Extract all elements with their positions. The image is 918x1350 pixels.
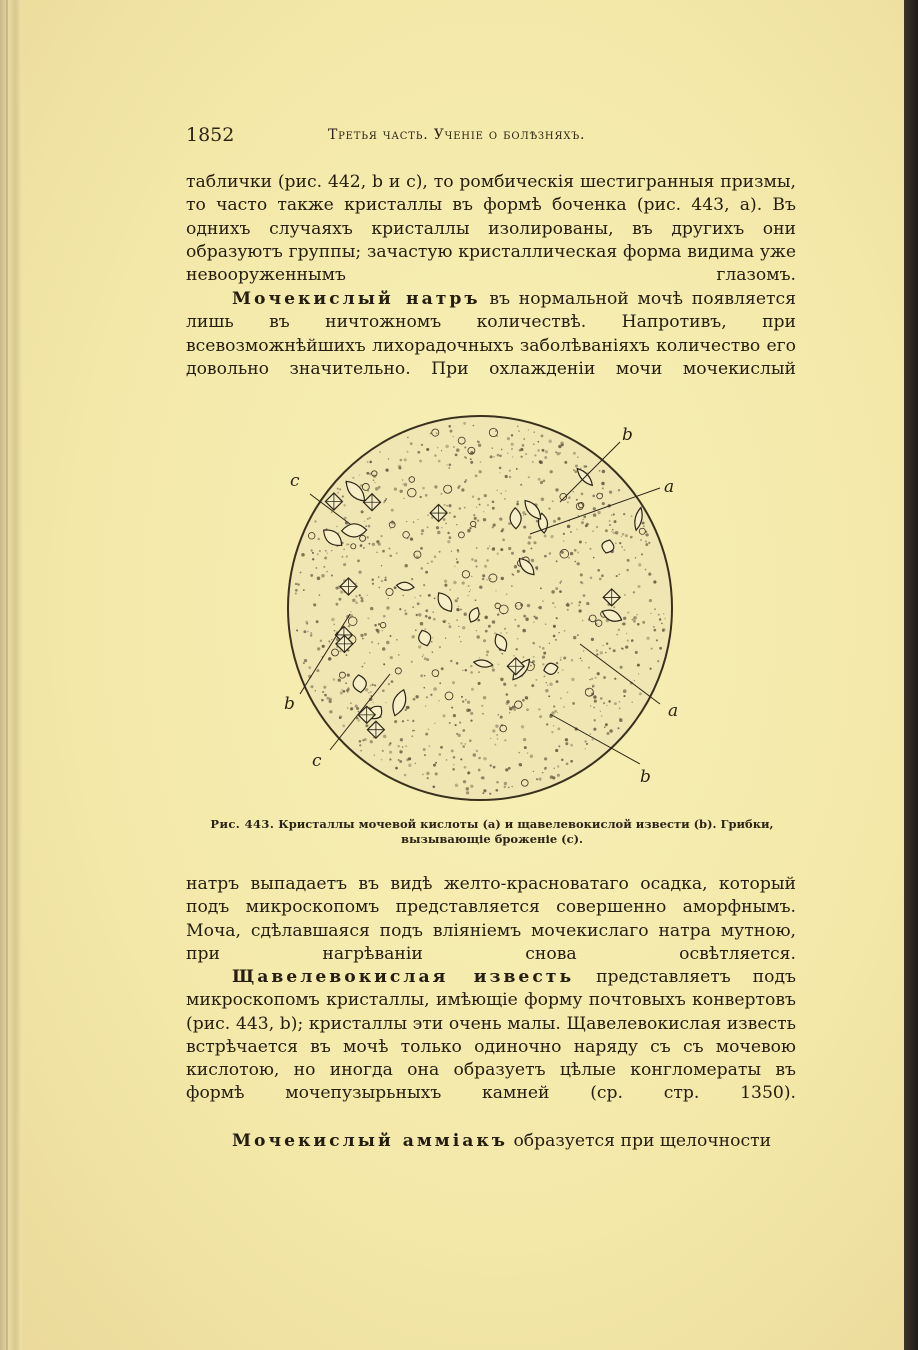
term-sodium-urate: Мочекислый натръ xyxy=(232,289,481,309)
paragraph-5-text: образуется при щелочности xyxy=(507,1131,772,1151)
paragraph-2-text: въ нормальной мочѣ появляется лишь въ ничтожномъ количествѣ. Напротивъ, при всевозможнѣйшихъ лихорадочныхъ заболѣваніяхъ количество его довольно значительно. При охлажденіи мочи мочекислый xyxy=(186,289,796,379)
page-binding xyxy=(0,0,22,1350)
figure-caption xyxy=(190,817,794,847)
micrograph-figure xyxy=(280,404,700,814)
book-edge xyxy=(904,0,918,1350)
label-a-right: a xyxy=(664,477,675,497)
label-c-left: c xyxy=(290,471,300,491)
paragraph-2 xyxy=(186,288,796,381)
label-c-bottom: c xyxy=(312,751,322,771)
page-header xyxy=(186,124,794,154)
paragraph-1: таблички (рис. 442, b и c), то ромбическія шестигранныя призмы, то часто также кристаллы въ формѣ боченка (рис. 443, a). Въ однихъ случаяхъ кристаллы изолированы, въ другихъ они образуютъ группы; зачастую кристаллическая форма видима уже невооруженнымъ глазомъ. xyxy=(186,172,796,286)
term-calcium-oxalate: Щавелевокислая известь xyxy=(232,967,575,987)
label-a-bottom: a xyxy=(668,701,679,721)
label-b-top: b xyxy=(622,425,633,445)
caption-label: Рис. 443. xyxy=(210,817,275,831)
running-title: Третья часть. Ученіе о болѣзняхъ. xyxy=(328,127,586,143)
caption-text: Кристаллы мочевой кислоты (a) и щавелевокислой извести (b). Грибки, вызывающіе броженіе (c). xyxy=(278,817,774,846)
paragraph-3: натръ выпадаетъ въ видѣ желто-красноватаго осадка, который подъ микроскопомъ представляется совершенно аморфнымъ. Моча, сдѣлавшаяся подъ вліяніемъ мочекислаго натра мутною, при нагрѣваніи снова освѣтляется. xyxy=(186,874,796,964)
paragraph-4 xyxy=(186,966,796,1106)
paragraph-4-text: представляетъ подъ микроскопомъ кристаллы, имѣющіе форму почтовыхъ конвертовъ (рис. 443, b); кристаллы эти очень малы. Щавелевокислая известь встрѣчается въ мочѣ только одиночно наряду съ съ мочевою кислотою, но иногда она образуетъ цѣлые конгломераты въ формѣ мочепузырьныхъ камней (ср. стр. 1350). xyxy=(186,967,796,1104)
paragraph-5 xyxy=(186,1130,796,1153)
label-b-bottom: b xyxy=(640,767,651,787)
micrograph-field xyxy=(288,416,675,800)
label-b-left: b xyxy=(284,694,295,714)
page-number: 1852 xyxy=(186,124,235,146)
term-ammonium-urate: Мочекислый аммiакъ xyxy=(232,1131,508,1151)
